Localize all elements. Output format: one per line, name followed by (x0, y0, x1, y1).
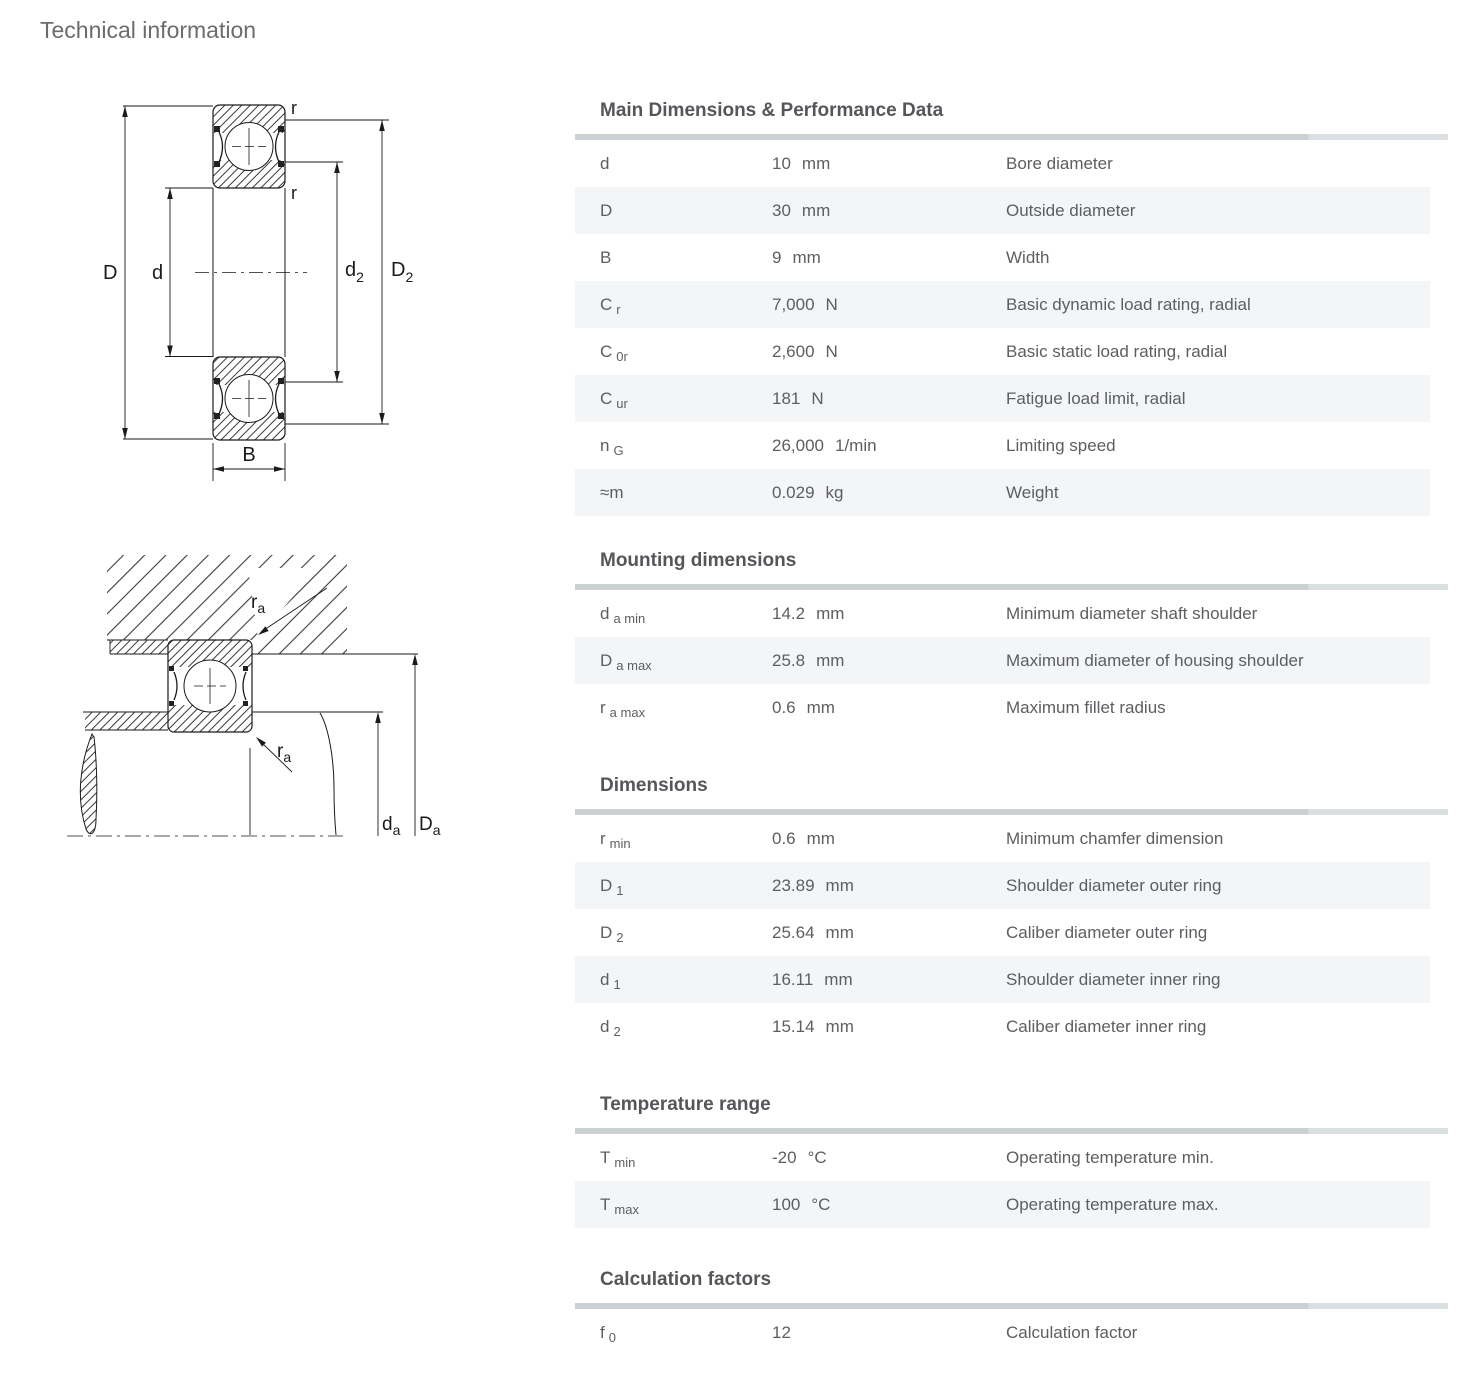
housing-shoulder (110, 640, 168, 654)
row-value: 14.2 mm (772, 603, 845, 623)
row-description: Operating temperature min. (1006, 1147, 1214, 1167)
row-symbol: T $_{min}$ (600, 1147, 636, 1170)
table-row (575, 140, 1430, 187)
row-value: 26,000 1/min (772, 435, 877, 455)
row-value: 9 mm (772, 247, 821, 267)
section-title: Temperature range (600, 1094, 771, 1115)
section-calculation-factors (575, 1267, 1448, 1356)
table-row (575, 956, 1430, 1003)
label-d: d (152, 262, 164, 284)
table-row (575, 862, 1430, 909)
row-description: Basic static load rating, radial (1006, 341, 1228, 361)
row-description: Weight (1006, 482, 1059, 502)
row-description: Outside diameter (1006, 200, 1136, 220)
row-symbol: C $_{ur}$ (600, 388, 628, 411)
row-description: Shoulder diameter inner ring (1006, 969, 1221, 989)
row-description: Limiting speed (1006, 435, 1116, 455)
row-description: Calculation factor (1006, 1322, 1138, 1342)
row-symbol: D $_2$ (600, 922, 624, 945)
row-symbol: d $_2$ (600, 1016, 621, 1039)
section-title: Mounting dimensions (600, 550, 797, 571)
label-ra-top: $r_a$ (251, 592, 266, 616)
section-temperature-range (575, 1092, 1448, 1228)
section-mounting-dimensions (575, 548, 1448, 731)
row-value: 25.8 mm (772, 650, 845, 670)
section-rows (575, 815, 1430, 1050)
row-symbol: r $_{a max}$ (600, 697, 646, 720)
row-description: Minimum diameter shaft shoulder (1006, 603, 1258, 623)
table-row (575, 684, 1430, 731)
section-rows (575, 1134, 1430, 1228)
label-r-mid: r (291, 183, 297, 203)
row-value: 0.6 mm (772, 697, 835, 717)
row-description: Maximum fillet radius (1006, 697, 1166, 717)
row-value: 16.11 mm (772, 969, 853, 989)
label-da: $d_a$ (382, 814, 401, 838)
section-rows (575, 140, 1430, 516)
section-title: Main Dimensions & Performance Data (600, 100, 944, 121)
table-row (575, 281, 1430, 328)
table-row (575, 1181, 1430, 1228)
row-symbol: C $_{0r}$ (600, 341, 628, 364)
row-value: 23.89 mm (772, 875, 854, 895)
row-description: Basic dynamic load rating, radial (1006, 294, 1251, 314)
row-description: Maximum diameter of housing shoulder (1006, 650, 1304, 670)
row-description: Width (1006, 247, 1050, 267)
table-row (575, 328, 1430, 375)
row-value: 181 N (772, 388, 824, 408)
section-title: Calculation factors (600, 1269, 772, 1290)
row-symbol: D $_{a max}$ (600, 650, 652, 673)
label-ra-bottom: $r_a$ (277, 741, 292, 765)
label-Da: $D_a$ (419, 814, 441, 838)
section-dimensions (575, 773, 1448, 1050)
table-row (575, 234, 1430, 281)
row-description: Caliber diameter outer ring (1006, 922, 1208, 942)
table-row (575, 637, 1430, 684)
row-symbol: n $_G$ (600, 435, 624, 458)
page-title: Technical information (40, 17, 257, 43)
table-row (575, 422, 1430, 469)
label-B: B (242, 444, 256, 466)
row-value: 0.6 mm (772, 828, 835, 848)
label-d2: $d_2$ (345, 259, 364, 285)
table-row (575, 590, 1430, 637)
row-value: 0.029 kg (772, 482, 844, 502)
label-D: D (103, 262, 118, 284)
row-value: 10 mm (772, 153, 831, 173)
row-description: Fatigue load limit, radial (1006, 388, 1186, 408)
bearing-cross-section-drawing (95, 95, 435, 495)
label-r-top: r (291, 98, 297, 118)
shaft-break-end (80, 734, 96, 834)
table-row (575, 815, 1430, 862)
row-symbol: r $_{min}$ (600, 828, 631, 851)
row-description: Minimum chamfer dimension (1006, 828, 1224, 848)
row-description: Operating temperature max. (1006, 1194, 1219, 1214)
row-symbol: B (600, 247, 612, 267)
shaft-flank-curve (320, 713, 336, 835)
bearing-top-section (213, 105, 285, 188)
section-main-dimensions (575, 98, 1448, 516)
row-symbol: C $_r$ (600, 294, 621, 317)
row-value: -20 °C (772, 1147, 827, 1167)
section-title: Dimensions (600, 775, 708, 796)
row-symbol: D $_1$ (600, 875, 624, 898)
row-symbol: f $_0$ (600, 1322, 616, 1345)
bearing-bottom-section (213, 357, 285, 440)
row-description: Caliber diameter inner ring (1006, 1016, 1207, 1036)
label-D2: $D_2$ (391, 259, 414, 285)
row-value: 2,600 N (772, 341, 838, 361)
mounting-drawing (65, 540, 460, 850)
section-rows (575, 590, 1430, 731)
table-row (575, 1309, 1430, 1356)
row-symbol: d (600, 153, 610, 173)
table-row (575, 187, 1430, 234)
bearing-section (168, 640, 252, 732)
table-row (575, 375, 1430, 422)
row-symbol: T $_{max}$ (600, 1194, 639, 1217)
table-row (575, 469, 1430, 516)
row-value: 12 (772, 1322, 791, 1342)
section-rows (575, 1309, 1430, 1356)
row-value: 25.64 mm (772, 922, 854, 942)
row-value: 7,000 N (772, 294, 838, 314)
table-row (575, 1134, 1430, 1181)
row-description: Bore diameter (1006, 153, 1113, 173)
table-row (575, 1003, 1430, 1050)
row-symbol: d $_1$ (600, 969, 621, 992)
table-row (575, 909, 1430, 956)
row-symbol: ≈m (600, 482, 624, 502)
row-symbol: d $_{a min}$ (600, 603, 646, 626)
row-value: 100 °C (772, 1194, 831, 1214)
row-symbol: D (600, 200, 613, 220)
row-value: 15.14 mm (772, 1016, 854, 1036)
row-description: Shoulder diameter outer ring (1006, 875, 1222, 895)
row-value: 30 mm (772, 200, 831, 220)
